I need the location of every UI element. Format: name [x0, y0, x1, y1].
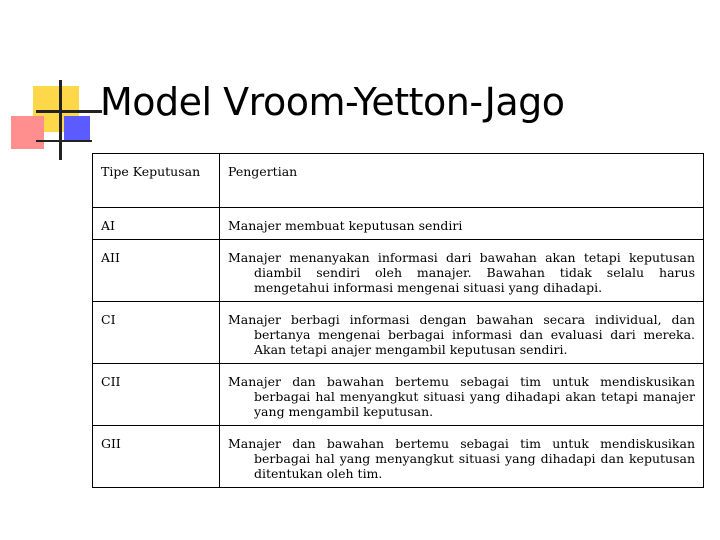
decor-vertical-line — [59, 80, 62, 160]
row-description-cell: Manajer berbagi informasi dengan bawahan secara individual, dan bertanya mengenai berbagai informasi dan evaluasi dari mereka. Akan tetapi anajer mengambil keputusan sendiri. — [228, 312, 695, 357]
header-cell-description: Pengertian — [220, 154, 704, 208]
decision-types-table — [92, 153, 704, 488]
decor-horizontal-line-lower — [36, 140, 92, 142]
decor-blue-square — [64, 116, 90, 142]
table-row — [93, 208, 704, 240]
slide-title: Model Vroom-Yetton-Jago — [100, 80, 565, 124]
table-header-row — [93, 154, 704, 208]
row-description-cell: Manajer menanyakan informasi dari bawahan akan tetapi keputusan diambil sendiri oleh manajer. Bawahan tidak selalu harus mengetahui informasi mengenai situasi yang dihadapi. — [228, 250, 695, 295]
table-row — [93, 240, 704, 302]
row-description-cell: Manajer dan bawahan bertemu sebagai tim untuk mendiskusikan berbagai hal yang menyangkut situasi yang dihadapi dan keputusan ditentukan oleh tim. — [228, 436, 695, 481]
row-type-cell: AI — [93, 208, 220, 240]
row-type-cell: CII — [93, 364, 220, 426]
row-description-cell: Manajer dan bawahan bertemu sebagai tim untuk mendiskusikan berbagai hal menyangkut situasi yang dihadapi akan tetapi manajer yang mengambil keputusan. — [228, 374, 695, 419]
table-row — [93, 364, 704, 426]
decor-red-square — [11, 116, 44, 149]
row-description-cell: Manajer membuat keputusan sendiri — [228, 218, 463, 233]
row-type-cell: GII — [93, 426, 220, 488]
table-row — [93, 426, 704, 488]
decor-horizontal-line — [36, 110, 102, 113]
row-type-cell: AII — [93, 240, 220, 302]
header-cell-type: Tipe Keputusan — [93, 154, 220, 208]
row-type-cell: CI — [93, 302, 220, 364]
table-row — [93, 302, 704, 364]
